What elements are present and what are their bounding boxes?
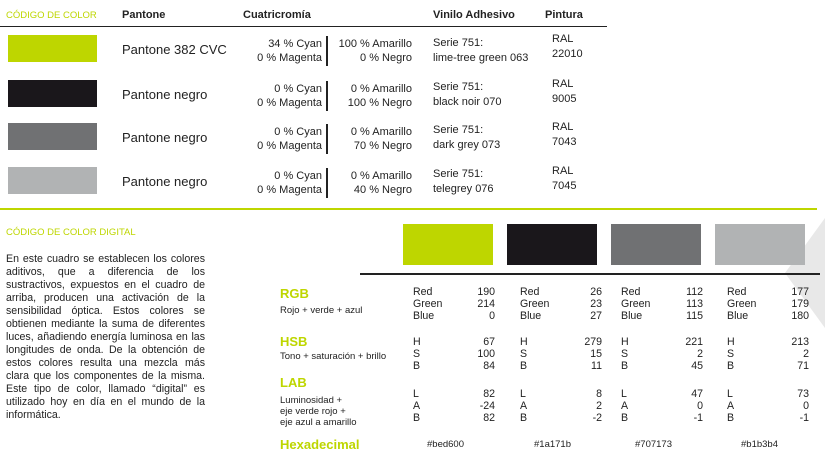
hsb-label: B <box>621 359 629 372</box>
digital-swatch-1 <box>403 224 493 265</box>
negro-value: 100 % Negro <box>347 97 412 109</box>
rgb-label: Blue <box>727 309 749 322</box>
ral <box>552 77 576 107</box>
magenta-value: 0 % Magenta <box>257 140 322 152</box>
hex-value: #b1b3b4 <box>741 439 778 450</box>
hex-title: Hexadecimal <box>280 437 360 452</box>
rgb-value: 23 <box>590 297 602 310</box>
swatch <box>8 167 97 194</box>
swatch <box>8 80 97 107</box>
lab-value: 0 <box>697 399 703 412</box>
cmy-left <box>232 37 322 65</box>
cmy-left <box>232 125 322 153</box>
swatch <box>8 35 97 62</box>
cuatricromia-header: Cuatricromía <box>243 9 311 21</box>
rgb-title: RGB <box>280 286 309 301</box>
lab-title: LAB <box>280 375 307 390</box>
lab-value: -24 <box>479 399 495 412</box>
lab-label: A <box>520 399 528 412</box>
vinilo-name: lime-tree green 063 <box>433 52 529 64</box>
rgb-label: Red <box>727 286 747 298</box>
ral-code: 22010 <box>552 48 583 60</box>
rgb-subtitle: Rojo + verde + azul <box>280 305 363 316</box>
ral-label: RAL <box>552 33 574 45</box>
vinilo-serie: Serie 751: <box>433 37 484 49</box>
cyan-value: 34 % Cyan <box>268 38 322 50</box>
lab-label: A <box>413 399 421 412</box>
lab-label: L <box>413 388 419 400</box>
hsb-value: 2 <box>697 347 703 360</box>
hsb-value: 100 <box>477 347 495 360</box>
lab-value: 82 <box>483 388 495 400</box>
swatch <box>8 123 97 150</box>
vinilo <box>433 167 494 197</box>
pantone-name: Pantone negro <box>122 87 208 102</box>
lab-value: -2 <box>592 411 602 424</box>
cmy-right <box>320 169 412 197</box>
amarillo-value: 0 % Amarillo <box>350 126 412 138</box>
amarillo-value: 100 % Amarillo <box>338 38 412 50</box>
rgb-label: Green <box>727 297 757 310</box>
vinilo-serie: Serie 751: <box>433 168 484 180</box>
rgb-value: 179 <box>791 297 809 310</box>
rgb-label: Green <box>413 297 443 310</box>
lab-subtitle-line: eje verde rojo + <box>280 406 346 417</box>
pintura-header: Pintura <box>545 9 583 21</box>
rgb-value: 26 <box>590 286 602 298</box>
magenta-value: 0 % Magenta <box>257 52 322 64</box>
hsb-label: H <box>727 336 735 348</box>
lab-label: A <box>727 399 735 412</box>
digital-title: CÓDIGO DE COLOR DIGITAL <box>6 227 136 238</box>
hsb-title: HSB <box>280 334 308 349</box>
ral-code: 7043 <box>552 136 577 148</box>
cyan-value: 0 % Cyan <box>274 170 322 182</box>
hsb-value: 84 <box>483 359 495 372</box>
lab-value: 82 <box>483 411 495 424</box>
rgb-label: Red <box>621 286 641 298</box>
lab-subtitle-line: eje azul a amarillo <box>280 417 357 428</box>
lab-subtitle-line: Luminosidad + <box>280 395 343 406</box>
vinilo <box>433 80 502 110</box>
rgb-label: Green <box>621 297 651 310</box>
hsb-value: 67 <box>483 336 495 348</box>
lab-label: A <box>621 399 629 412</box>
hsb-value: 2 <box>803 347 809 360</box>
hex-value: #707173 <box>635 439 672 450</box>
lab-label: L <box>727 388 733 400</box>
hsb-label: H <box>520 336 528 348</box>
digital-rule <box>360 273 820 275</box>
digital-swatch-2 <box>507 224 597 265</box>
rgb-label: Red <box>413 286 433 298</box>
pantone-name: Pantone negro <box>122 174 208 189</box>
hsb-value: 213 <box>791 336 809 348</box>
hsb-value: 45 <box>691 359 703 372</box>
rgb-value: 113 <box>686 297 703 310</box>
negro-value: 0 % Negro <box>360 52 412 64</box>
pantone-name: Pantone 382 CVC <box>122 42 227 57</box>
vinilo-serie: Serie 751: <box>433 81 484 93</box>
digital-swatch-4 <box>715 224 805 265</box>
ral <box>552 32 583 62</box>
rgb-label: Green <box>520 297 550 310</box>
rgb-label: Red <box>520 286 540 298</box>
hsb-label: S <box>621 347 629 360</box>
hsb-subtitle: Tono + saturación + brillo <box>280 351 387 362</box>
negro-value: 70 % Negro <box>353 140 412 152</box>
hsb-label: H <box>413 336 421 348</box>
hsb-label: B <box>413 359 421 372</box>
vinilo-name: telegrey 076 <box>433 183 494 195</box>
lab-label: B <box>413 411 421 424</box>
ral-code: 9005 <box>552 93 577 105</box>
lab-label: B <box>727 411 735 424</box>
lab-subtitle <box>280 395 357 428</box>
vinilo-name: black noir 070 <box>433 96 502 108</box>
lab-value: 47 <box>691 388 703 400</box>
negro-value: 40 % Negro <box>353 184 412 196</box>
vinilo-name: dark grey 073 <box>433 139 501 151</box>
lab-value: -1 <box>693 411 703 424</box>
pantone-header: Pantone <box>122 9 166 21</box>
hsb-label: B <box>727 359 735 372</box>
ral-label: RAL <box>552 78 574 90</box>
rgb-value: 177 <box>791 286 809 298</box>
cmy-left <box>232 169 322 197</box>
hsb-value: 279 <box>584 336 602 348</box>
rgb-value: 27 <box>590 309 602 322</box>
lab-value: 2 <box>596 399 602 412</box>
vinilo <box>433 123 500 153</box>
amarillo-value: 0 % Amarillo <box>350 83 412 95</box>
cyan-value: 0 % Cyan <box>274 83 322 95</box>
lab-value: 0 <box>803 399 809 412</box>
rgb-label: Blue <box>621 309 643 322</box>
hex-value: #bed600 <box>427 439 464 450</box>
ral-label: RAL <box>552 121 574 133</box>
cmy-right <box>320 125 412 153</box>
lab-value: 73 <box>797 388 809 400</box>
hsb-value: 15 <box>590 347 602 360</box>
rgb-label: Blue <box>413 309 435 322</box>
ral <box>552 164 576 194</box>
lab-value: -1 <box>799 411 809 424</box>
vinilo-serie: Serie 751: <box>433 124 484 136</box>
hsb-label: B <box>520 359 528 372</box>
hex-value: #1a171b <box>534 439 571 450</box>
rgb-value: 180 <box>791 309 809 322</box>
rgb-value: 214 <box>477 297 495 310</box>
rgb-value: 115 <box>686 309 703 322</box>
hsb-label: H <box>621 336 629 348</box>
codigo-label: CÓDIGO DE COLOR <box>6 10 97 21</box>
hsb-value: 71 <box>797 359 809 372</box>
amarillo-value: 0 % Amarillo <box>350 170 412 182</box>
vinilo <box>433 36 528 66</box>
hsb-value: 221 <box>685 336 703 348</box>
cyan-value: 0 % Cyan <box>274 126 322 138</box>
lab-label: L <box>621 388 627 400</box>
cmy-right <box>320 82 412 110</box>
digital-paragraph: En este cuadro se establecen los colores aditivos, que a diferencia de los sustractivos, expuestos en el cuadro de arriba, producen una activación de la sensibilidad óptica. Estos colores se obtienen mediante la suma de diferentes luces, añadiendo energía luminosa en las longitudes de onda. De la obtención de estos colores resulta una mezcla más clara que los componentes de la misma. Este tipo de color, llamado “digital” es utilizado hoy en día en el mundo de la informática. <box>6 253 205 421</box>
lab-label: L <box>520 388 526 400</box>
magenta-value: 0 % Magenta <box>257 97 322 109</box>
lab-value: 8 <box>596 388 602 400</box>
ral-code: 7045 <box>552 180 577 192</box>
ral <box>552 120 576 150</box>
lab-label: B <box>621 411 629 424</box>
cmy-right <box>320 37 412 65</box>
cmy-left <box>232 82 322 110</box>
section-separator <box>0 208 817 210</box>
rgb-value: 190 <box>477 286 495 298</box>
rgb-value: 0 <box>489 309 495 322</box>
magenta-value: 0 % Magenta <box>257 184 322 196</box>
digital-swatch-3 <box>611 224 701 265</box>
rgb-value: 112 <box>686 286 703 298</box>
pantone-name: Pantone negro <box>122 130 208 145</box>
hsb-label: S <box>727 347 735 360</box>
ral-label: RAL <box>552 165 574 177</box>
header-rule <box>0 26 607 27</box>
hsb-value: 11 <box>591 359 602 372</box>
hsb-label: S <box>520 347 528 360</box>
vinilo-header: Vinilo Adhesivo <box>433 9 515 21</box>
lab-label: B <box>520 411 528 424</box>
rgb-label: Blue <box>520 309 542 322</box>
hsb-label: S <box>413 347 421 360</box>
